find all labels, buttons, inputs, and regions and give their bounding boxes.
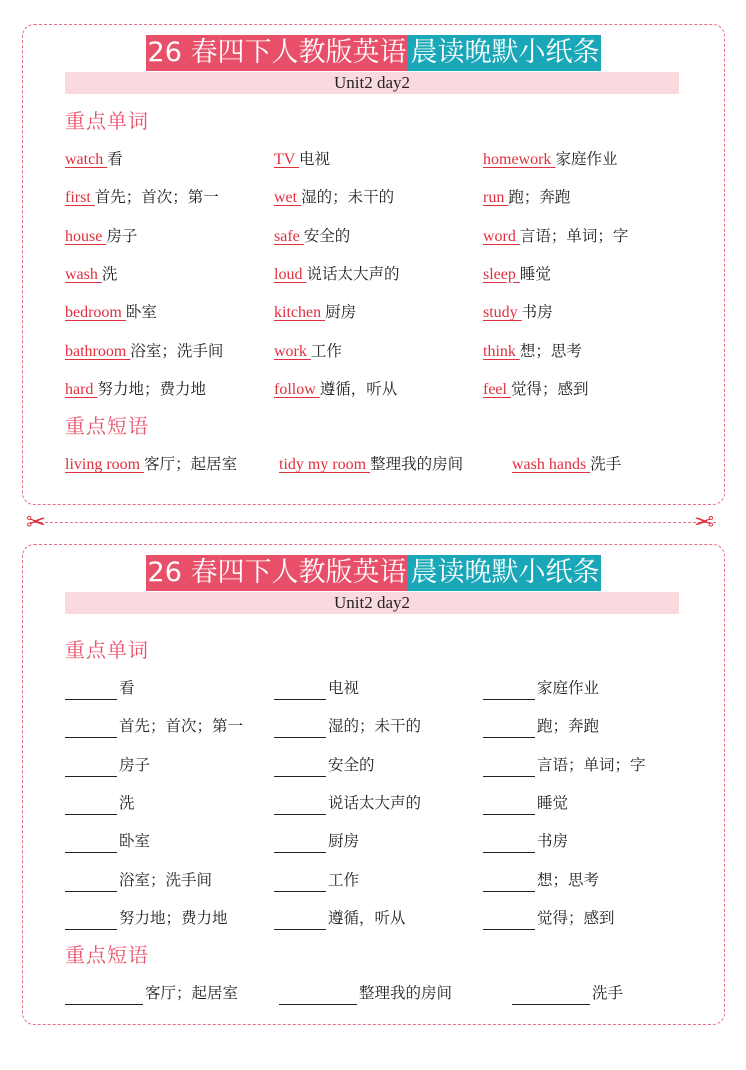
word-english: safe <box>274 227 304 245</box>
word-chinese: 说话太大声的 <box>328 793 422 812</box>
word-chinese: 看 <box>119 679 135 697</box>
word-chinese: 工作 <box>328 870 360 889</box>
word-item <box>483 869 599 892</box>
word-chinese: 安全的 <box>328 755 375 774</box>
phrase-chinese: 洗手 <box>592 984 624 1002</box>
word-english: watch <box>65 151 108 168</box>
word-english: hard <box>65 380 98 398</box>
section-phrases-title: 重点短语 <box>65 414 149 438</box>
phrase-item <box>512 982 623 1005</box>
word-english: first <box>65 189 95 207</box>
title-part1: 26 春四下人教版英语 <box>146 555 409 591</box>
answer-blank[interactable] <box>274 874 326 892</box>
answer-blank[interactable] <box>483 835 535 853</box>
word-item <box>274 792 421 815</box>
word-item <box>274 301 356 324</box>
section-words-title: 重点单词 <box>65 109 149 133</box>
word-item <box>274 340 342 363</box>
word-english: loud <box>274 265 307 283</box>
word-chinese: 遵循，听从 <box>328 908 406 927</box>
word-english: word <box>483 227 520 245</box>
word-item <box>65 715 243 738</box>
word-chinese: 厨房 <box>325 303 357 322</box>
phrase-chinese: 洗手 <box>590 455 622 473</box>
word-chinese: 电视 <box>299 150 331 168</box>
word-chinese: 书房 <box>537 832 569 851</box>
word-chinese: 房子 <box>106 226 138 245</box>
answer-blank[interactable] <box>65 874 117 892</box>
phrase-item <box>512 453 621 476</box>
word-chinese: 觉得；感到 <box>510 379 589 398</box>
phrase-english: tidy my room <box>279 456 371 473</box>
word-item <box>274 148 330 171</box>
title-part2: 晨读晚默小纸条 <box>408 555 601 591</box>
answer-blank[interactable] <box>65 682 117 700</box>
word-chinese: 洗 <box>101 264 118 283</box>
answer-blank[interactable] <box>483 874 535 892</box>
answer-card <box>22 24 725 505</box>
word-item <box>65 340 223 363</box>
word-chinese: 首先；首次；第一 <box>119 717 244 736</box>
unit-label: Unit2 day2 <box>65 72 679 94</box>
word-english: bedroom <box>65 304 126 322</box>
word-item <box>483 378 589 401</box>
phrase-chinese: 整理我的房间 <box>359 984 453 1002</box>
section-words-title: 重点单词 <box>65 638 149 662</box>
word-item <box>65 225 137 248</box>
word-english: homework <box>483 151 556 168</box>
word-chinese: 遵循，听从 <box>319 379 398 398</box>
word-item <box>274 715 421 738</box>
phrase-item <box>279 982 452 1005</box>
cut-line <box>30 522 716 523</box>
phrase-chinese: 客厅；起居室 <box>144 455 238 473</box>
word-chinese: 言语；单词；字 <box>519 226 629 245</box>
section-phrases-title: 重点短语 <box>65 943 149 967</box>
word-item <box>483 715 599 738</box>
word-chinese: 家庭作业 <box>537 679 600 697</box>
word-item <box>483 225 628 248</box>
phrase-chinese: 整理我的房间 <box>370 455 464 473</box>
word-item <box>65 186 219 209</box>
phrase-chinese: 客厅；起居室 <box>145 984 239 1002</box>
answer-blank[interactable] <box>65 835 117 853</box>
word-item <box>483 186 570 209</box>
card-title <box>23 555 724 591</box>
word-item <box>274 186 394 209</box>
word-english: feel <box>483 380 511 398</box>
word-item <box>483 301 553 324</box>
phrase-item <box>279 453 463 476</box>
word-english: study <box>483 304 522 322</box>
word-item <box>274 869 359 892</box>
answer-blank[interactable] <box>65 987 143 1005</box>
answer-blank[interactable] <box>483 912 535 930</box>
phrase-item <box>65 453 237 476</box>
unit-label: Unit2 day2 <box>65 592 679 614</box>
answer-blank[interactable] <box>483 682 535 700</box>
word-chinese: 厨房 <box>328 832 360 851</box>
word-chinese: 说话太大声的 <box>306 264 400 283</box>
word-item <box>274 907 406 930</box>
word-english: sleep <box>483 265 520 283</box>
scissors-icon: ✂ <box>26 508 47 536</box>
word-chinese: 跑；奔跑 <box>508 188 571 207</box>
phrase-english: living room <box>65 456 145 473</box>
word-item <box>274 225 350 248</box>
word-chinese: 跑；奔跑 <box>537 717 600 736</box>
word-chinese: 家庭作业 <box>555 150 618 168</box>
word-item <box>483 907 615 930</box>
word-chinese: 觉得；感到 <box>537 908 615 927</box>
word-item <box>65 301 157 324</box>
answer-blank[interactable] <box>483 720 535 738</box>
word-item <box>65 677 135 700</box>
word-item <box>65 792 135 815</box>
word-item <box>483 677 599 700</box>
practice-card <box>22 544 725 1025</box>
word-english: run <box>483 189 509 207</box>
answer-blank[interactable] <box>274 835 326 853</box>
word-english: bathroom <box>65 342 131 360</box>
word-item <box>483 754 646 777</box>
word-chinese: 想；思考 <box>519 341 582 360</box>
word-english: follow <box>274 380 320 398</box>
word-item <box>274 677 359 700</box>
word-chinese: 看 <box>107 150 123 168</box>
title-part1: 26 春四下人教版英语 <box>146 35 409 71</box>
word-chinese: 书房 <box>521 303 553 322</box>
word-item <box>274 830 359 853</box>
word-english: wash <box>65 265 102 283</box>
word-chinese: 言语；单词；字 <box>537 755 646 774</box>
word-item <box>65 754 150 777</box>
word-item <box>274 754 375 777</box>
word-chinese: 睡觉 <box>519 264 551 283</box>
word-english: TV <box>274 151 300 168</box>
card-title <box>23 35 724 71</box>
word-chinese: 卧室 <box>125 303 157 322</box>
word-chinese: 洗 <box>119 793 135 812</box>
answer-blank[interactable] <box>65 797 117 815</box>
word-item <box>65 907 228 930</box>
answer-blank[interactable] <box>65 912 117 930</box>
answer-blank[interactable] <box>483 797 535 815</box>
answer-blank[interactable] <box>274 759 326 777</box>
word-chinese: 安全的 <box>303 226 351 245</box>
word-item <box>65 378 206 401</box>
answer-blank[interactable] <box>274 797 326 815</box>
answer-blank[interactable] <box>483 759 535 777</box>
word-english: house <box>65 227 107 245</box>
title-part2: 晨读晚默小纸条 <box>408 35 601 71</box>
word-chinese: 湿的；未干的 <box>328 717 422 736</box>
word-item <box>483 263 551 286</box>
answer-blank[interactable] <box>274 720 326 738</box>
word-chinese: 想；思考 <box>537 870 600 889</box>
phrase-item <box>65 982 238 1005</box>
word-item <box>483 830 568 853</box>
word-chinese: 电视 <box>328 679 360 697</box>
answer-blank[interactable] <box>274 912 326 930</box>
word-chinese: 浴室；洗手间 <box>130 341 224 360</box>
word-chinese: 首先；首次；第一 <box>94 188 219 207</box>
word-item <box>65 148 123 171</box>
word-item <box>65 830 150 853</box>
word-item <box>274 378 397 401</box>
word-chinese: 湿的；未干的 <box>301 188 395 207</box>
word-item <box>274 263 399 286</box>
word-english: think <box>483 342 520 360</box>
word-chinese: 房子 <box>119 755 151 774</box>
answer-blank[interactable] <box>65 759 117 777</box>
word-item <box>483 340 582 363</box>
word-item <box>65 869 212 892</box>
word-chinese: 努力地；费力地 <box>119 908 228 927</box>
word-chinese: 浴室；洗手间 <box>119 870 213 889</box>
word-english: work <box>274 342 311 360</box>
word-item <box>483 792 568 815</box>
word-item <box>65 263 117 286</box>
answer-blank[interactable] <box>512 987 590 1005</box>
word-english: wet <box>274 189 302 207</box>
answer-blank[interactable] <box>279 987 357 1005</box>
phrase-english: wash hands <box>512 456 591 473</box>
word-chinese: 睡觉 <box>537 793 569 812</box>
word-item <box>483 148 617 171</box>
answer-blank[interactable] <box>274 682 326 700</box>
answer-blank[interactable] <box>65 720 117 738</box>
scissors-icon: ✂ <box>694 508 715 536</box>
word-english: kitchen <box>274 304 326 322</box>
word-chinese: 努力地；费力地 <box>97 379 206 398</box>
word-chinese: 工作 <box>310 341 342 360</box>
word-chinese: 卧室 <box>119 832 151 851</box>
